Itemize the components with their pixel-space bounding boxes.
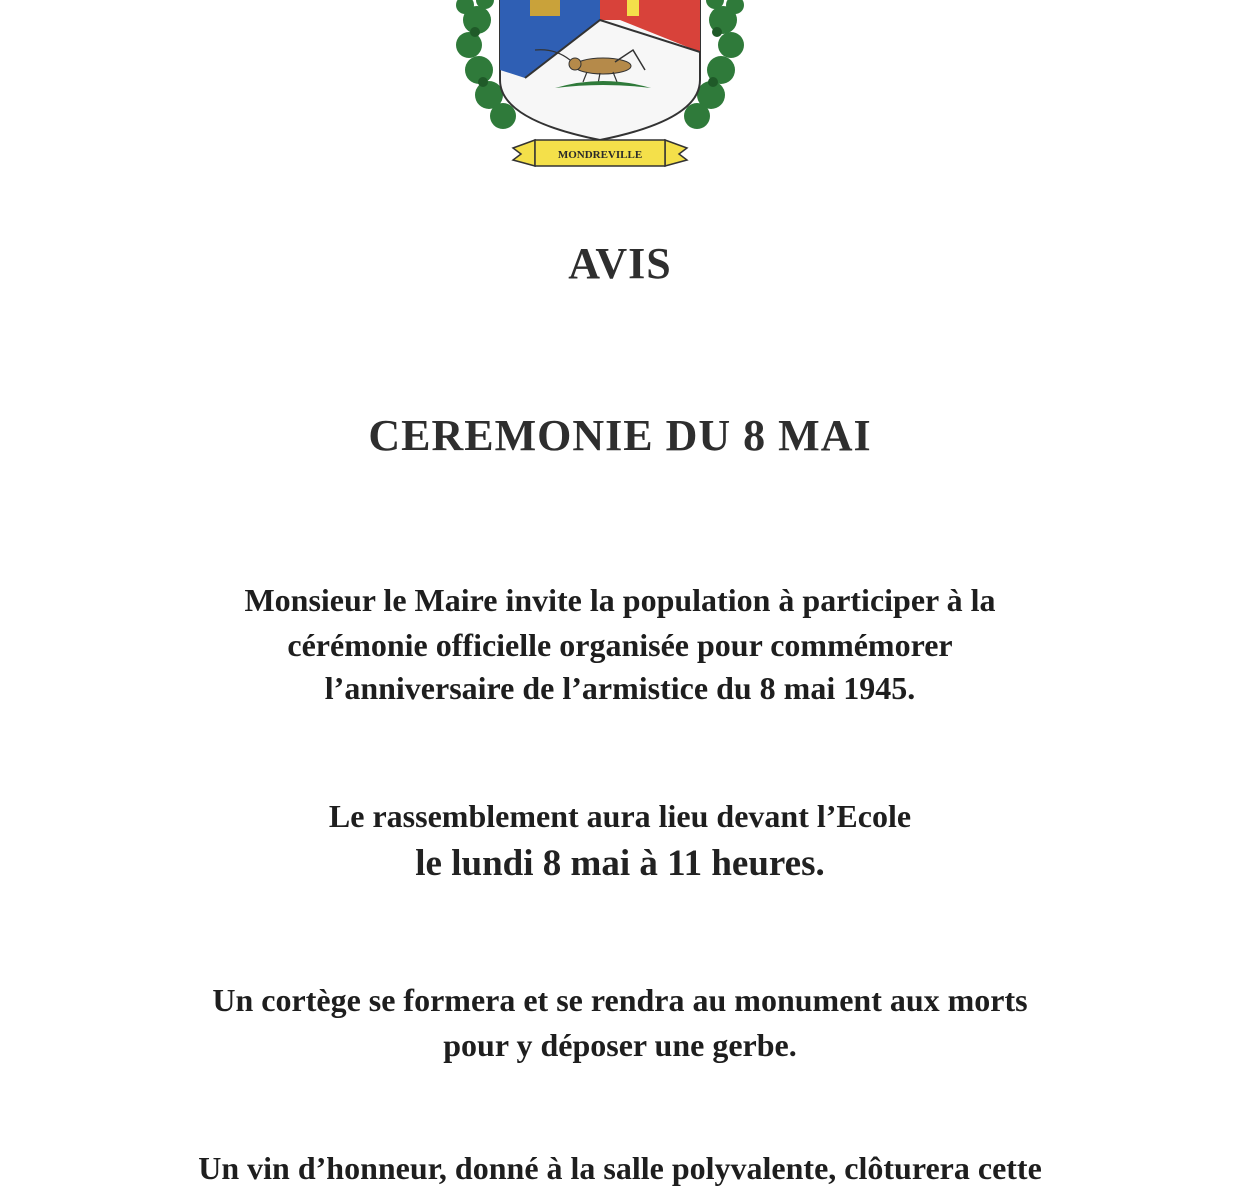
crest-banner <box>513 140 687 166</box>
paragraph3-line1: Un cortège se formera et se rendra au monument aux morts <box>212 982 1028 1018</box>
paragraph2-line2: le lundi 8 mai à 11 heures. <box>415 843 825 884</box>
coat-of-arms-icon <box>455 0 745 185</box>
paragraph4-line1: Un vin d’honneur, donné à la salle polyvalente, clôturera cette <box>198 1150 1042 1186</box>
paragraph1-line1: Monsieur le Maire invite la population à participer à la <box>244 582 996 618</box>
paragraph3-line2: pour y déposer une gerbe. <box>443 1027 797 1063</box>
notice-subheading: CEREMONIE DU 8 MAI <box>368 411 872 460</box>
coat-of-arms <box>455 0 745 185</box>
paragraph1-line3: l’anniversaire de l’armistice du 8 mai 1945. <box>324 670 916 706</box>
notice-heading: AVIS <box>568 239 672 288</box>
paragraph2-line1: Le rassemblement aura lieu devant l’Ecole <box>328 798 912 834</box>
paragraph1-line2: cérémonie officielle organisée pour commémorer <box>287 627 953 663</box>
crest-banner-label: MONDREVILLE <box>557 149 643 161</box>
